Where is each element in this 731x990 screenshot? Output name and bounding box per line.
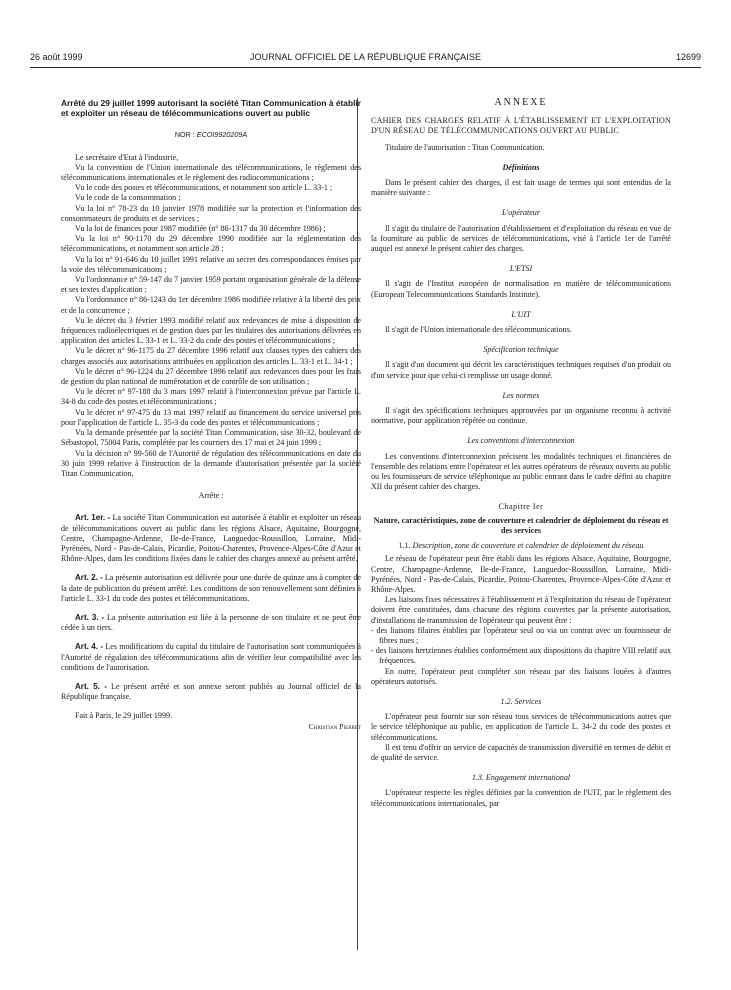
etsi-text: Il s'agit de l'Institut européen de normalisation en matière de télécommunications (European Telecommunications Standards Institute).: [371, 279, 671, 299]
definitions-intro: Dans le présent cahier des charges, il est fait usage de termes qui sont entendus de la manière suivante :: [371, 178, 671, 198]
right-column: [371, 98, 671, 809]
section-1-3-heading: 1.3. Engagement international: [471, 773, 571, 783]
article-text: La présente autorisation est délivrée pour une durée de quinze ans à compter de la date de publication du présent arrêté. Les conditions de son renouvellement sont définies à l'article L. 33-1 du code des postes et télécommunications.: [61, 573, 361, 603]
visa-paragraph: Vu le code de la consommation ;: [75, 193, 181, 203]
visas-list: [61, 153, 361, 480]
nor-code: ECOI9920209A: [196, 130, 248, 140]
etsi-heading: L'ETSI: [509, 264, 533, 274]
done-at-paris: Fait à Paris, le 29 juillet 1999.: [75, 711, 172, 721]
section-1-2-para: Il est tenu d'offrir un service de capacités de transmission diversifié en termes de débit et de qualité de service.: [371, 742, 671, 762]
article-label: Art. 3. -: [75, 612, 105, 622]
definitions-heading: Définitions: [502, 162, 540, 172]
header-journal-title: JOURNAL OFFICIEL DE LA RÉPUBLIQUE FRANÇAISE: [249, 52, 482, 62]
visa-paragraph: Vu la convention de l'Union internationale des télécommunications, le règlement des télécommunications internationales et le règlement des radiocommunications ;: [61, 162, 361, 183]
chapter-title: Nature, caractéristiques, zone de couverture et calendrier de déploiement du réseau et des services: [373, 515, 669, 535]
article-text: Les modifications du capital du titulaire de l'autorisation sont communiquées à l'Autorité de régulation des télécommunications afin de vérifier leur compatibilité avec les conditions de l'autorisation.: [61, 642, 361, 672]
section-number: 1.1.: [398, 541, 413, 551]
article-label: Art. 1er. -: [75, 513, 111, 523]
visa-paragraph: Vu l'ordonnance n° 86-1243 du 1er décembre 1986 modifiée relative à la liberté des prix et de la concurrence ;: [61, 295, 361, 315]
visa-paragraph: Vu le décret n° 96-1224 du 27 décembre 1996 relatif aux redevances dues pour les frais de gestion du plan national de numérotation et de contrôle de son utilisation ;: [61, 366, 361, 387]
operateur-heading: L'opérateur: [502, 208, 540, 218]
header-page-number: 12699: [675, 52, 701, 62]
annexe-heading: ANNEXE: [494, 97, 548, 108]
uit-heading: L'UIT: [511, 309, 531, 319]
visa-paragraph: Vu la loi n° 90-1170 du 29 décembre 1990 modifiée sur la réglementation des télécommunications, et notamment son article 28 ;: [61, 234, 361, 254]
normes-heading: Les normes: [502, 390, 540, 400]
specification-heading: Spécification technique: [483, 345, 559, 355]
section-1-3-para: L'opérateur respecte les règles définies par la convention de l'UIT, par le règlement des télécommunications internationales, par: [371, 788, 671, 808]
header-date: 26 août 1999: [30, 52, 83, 62]
arrete-heading: Arrête :: [198, 491, 224, 501]
section-1-1-para: Les liaisons fixes nécessaires à l'établissement et à l'exploitation du réseau de l'opérateur doivent être constituées, dans chacune des régions couvertes par la présente autorisation, d'installations de transmission de l'opérateur qui peuvent être :: [371, 595, 671, 625]
nor-reference: [61, 130, 361, 140]
liaisons-list: [371, 626, 671, 667]
visa-paragraph: Vu la demande présentée par la société Titan Communication, sise 30-32, boulevard de Sébastopol, 75004 Paris, complétée par les courriers des 17 mai et 24 juin 1999 ;: [61, 428, 361, 448]
specification-text: Il s'agit d'un document qui décrit les caractéristiques techniques requises d'un produit ou d'un service pour que celui-ci remplisse un usage donné.: [371, 360, 671, 380]
uit-text: Il s'agit de l'Union internationale des télécommunications.: [385, 325, 572, 335]
operateur-text: Il s'agit du titulaire de l'autorisation d'établissement et d'exploitation du réseau en vue de la fourniture au public de services de télécommunications, visé à l'article 1er de l'arrêté auquel est annexé le présent cahier des charges.: [371, 223, 671, 254]
normes-text: Il s'agit des spécifications techniques approuvées par un organisme reconnu à activité normative, pour application répétée ou continue.: [371, 406, 671, 426]
visa-paragraph: Vu le décret n° 97-475 du 13 mai 1997 relatif au financement du service universel pris pour l'application de l'article L. 35-3 du code des postes et télécommunications ;: [61, 407, 361, 427]
visa-paragraph: Le secrétaire d'Etat à l'industrie,: [75, 152, 179, 162]
article-text: Le présent arrêté et son annexe seront publiés au Journal officiel de la République française.: [61, 681, 361, 702]
visa-paragraph: Vu l'ordonnance n° 59-147 du 7 janvier 1959 portant organisation générale de la défense et ses textes d'application ;: [61, 275, 361, 295]
visa-paragraph: Vu le décret du 3 février 1993 modifié relatif aux redevances de mise à disposition de fréquences radioélectriques et de gestion dues par les titulaires des autorisations délivrées en application des articles L. 33-1 et L. 33-2 du code des postes et télécommunications ;: [61, 315, 361, 346]
cahier-title: CAHIER DES CHARGES RELATIF À L'ÉTABLISSEMENT ET L'EXPLOITATION D'UN RÉSEAU DE TÉLÉCOMMUNICATIONS OUVERT AU PUBLIC: [371, 116, 671, 136]
article-2: [61, 573, 361, 604]
section-title: Description, zone de couverture et calendrier de déploiement du réseau: [412, 541, 644, 551]
section-1-2-para: L'opérateur peut fournir sur son réseau tous services de télécommunications autres que le service téléphonique au public, en application de l'article L. 34-2 du code des postes et télécommunications.: [371, 712, 671, 742]
conventions-text: Les conventions d'interconnexion précisent les modalités techniques et financières de l'ensemble des relations entre l'opérateur et les autres opérateurs de réseaux ouverts au public ou les fournisseurs de service téléphonique au public entrant dans le cadre défini au chapitre XII du présent cahier des charges.: [371, 451, 671, 492]
article-4: [61, 642, 361, 673]
visa-paragraph: Vu le décret n° 96-1175 du 27 décembre 1996 relatif aux clauses types des cahiers des charges associés aux autorisations attribuées en application des articles L. 33-1 et L. 34-1 ;: [61, 346, 361, 366]
header-rule: [30, 67, 701, 68]
chapter-heading: Chapitre Ier: [498, 502, 544, 512]
article-5: [61, 682, 361, 702]
list-item: - des liaisons filaires établies par l'opérateur seul ou via un contrat avec un fournisseur de fibres nues ;: [371, 625, 671, 645]
article-1: [61, 513, 361, 564]
visa-paragraph: Vu la décision n° 99-560 de l'Autorité de régulation des télécommunications en date du 30 juin 1999 relative à l'instruction de la demande d'autorisation présentée par la société Titan Communication,: [61, 448, 361, 478]
article-label: Art. 5. -: [75, 681, 107, 691]
article-text: La société Titan Communication est autorisée à établir et exploiter un réseau de télécommunications ouvert au public dans les régions Alsace, Aquitaine, Bourgogne, Centre, Champagne-Ardenne, Ile-de-France, Languedoc-Roussillon, Lorraine, Midi-Pyrénées, Nord - Pas-de-Calais, Picardie, Poitou-Charentes, Provence-Alpes-Côte d'Azur et Rhône-Alpes, dans les conditions fixées dans le cahier des charges annexé au présent arrêté.: [61, 513, 361, 564]
article-text: La présente autorisation est liée à la personne de son titulaire et ne peut être cédée à un tiers.: [61, 612, 361, 633]
article-3: [61, 613, 361, 633]
section-1-2-heading: 1.2. Services: [500, 696, 542, 706]
section-1-1-para: En outre, l'opérateur peut compléter son réseau par des liaisons louées à d'autres opérateurs autorisés.: [371, 666, 671, 686]
article-label: Art. 2. -: [75, 573, 103, 583]
visa-paragraph: Vu la loi n° 78-23 du 10 janvier 1978 modifiée sur la protection et l'information des consommateurs de produits et de services ;: [61, 203, 361, 223]
visa-paragraph: Vu le code des postes et télécommunications, et notamment son article L. 33-1 ;: [75, 183, 333, 193]
page-header: [30, 52, 701, 66]
section-1-1-para: Le réseau de l'opérateur peut être établi dans les régions Alsace, Aquitaine, Bourgogne, Centre, Champagne-Ardenne, Ile-de-France, Languedoc-Roussillon, Lorraine, Midi-Pyrénées, Nord - Pas-de-Calais, Picardie, Poitou-Charentes, Provence-Alpes-Côte d'Azur et Rhône-Alpes.: [371, 554, 671, 594]
left-column: [61, 98, 361, 732]
list-item: - des liaisons hertziennes établies conformément aux dispositions du chapitre VIII relatif aux fréquences.: [371, 646, 671, 666]
visa-paragraph: Vu la loi de finances pour 1987 modifiée (n° 86-1317 du 30 décembre 1986) ;: [75, 224, 326, 234]
article-label: Art. 4. -: [75, 642, 104, 652]
nor-label: NOR :: [174, 130, 197, 140]
visa-paragraph: Vu la loi n° 91-646 du 10 juillet 1991 relative au secret des correspondances émises par la voie des télécommunications ;: [61, 254, 361, 274]
signature: Christian Pierret: [308, 721, 361, 731]
decree-title: Arrêté du 29 juillet 1999 autorisant la société Titan Communication à établir et exploiter un réseau de télécommunications ouvert au public: [61, 98, 361, 119]
conventions-heading: Les conventions d'interconnexion: [467, 436, 575, 446]
titulaire-line: Titulaire de l'autorisation : Titan Communication.: [385, 142, 545, 152]
section-1-1-heading: [371, 541, 671, 551]
visa-paragraph: Vu le décret n° 97-188 du 3 mars 1997 relatif à l'interconnexion prévue par l'article L. 34-8 du code des postes et télécommunications ;: [61, 387, 361, 407]
